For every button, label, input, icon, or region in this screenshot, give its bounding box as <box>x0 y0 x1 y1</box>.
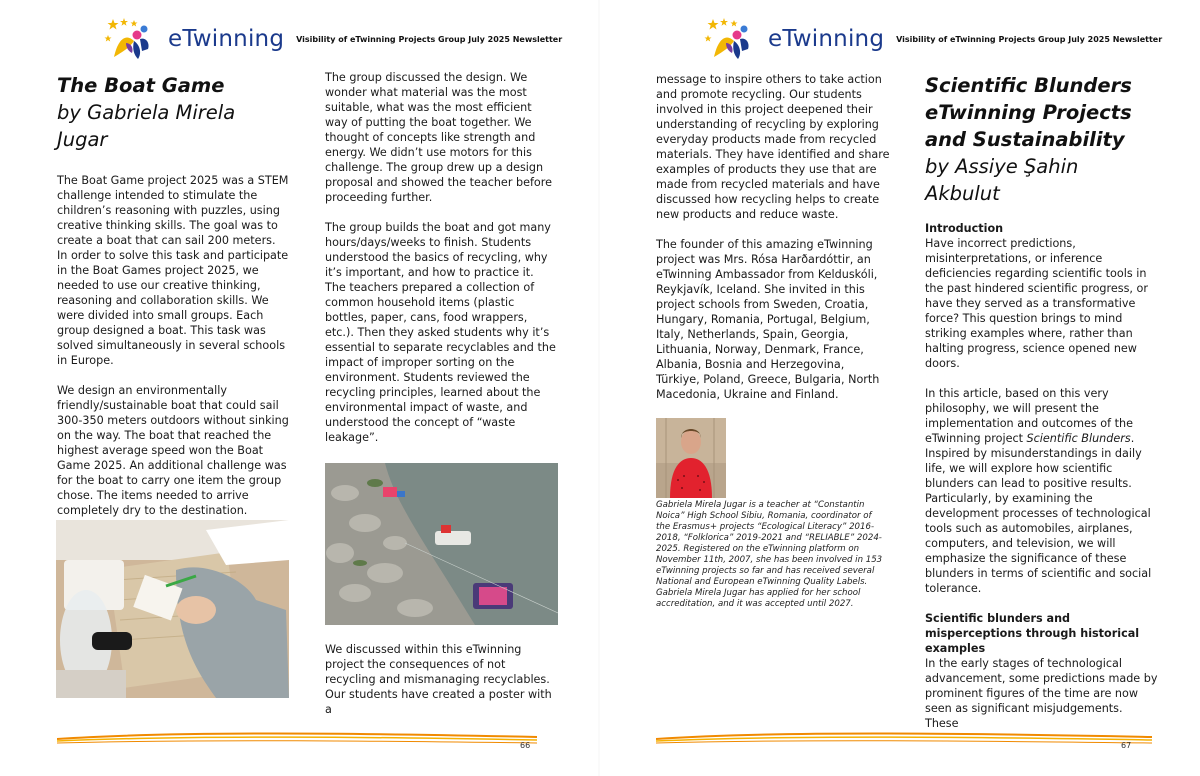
section-heading-historical: Scientific blunders and misperceptions through historical examples <box>925 612 1140 655</box>
photo-author-portrait <box>656 418 726 498</box>
page-number: 66 <box>520 741 531 750</box>
article-title: Scientific Blunders eTwinning Projects and Sustainability <box>925 74 1132 151</box>
article-author: by Assiye Şahin Akbulut <box>925 155 1079 205</box>
right-column-1 <box>656 72 890 417</box>
paragraph: Have incorrect predictions, misinterpretations, or inference deficiencies regarding scientific tools in the past hindered scientific progress, or have they served as a transformative force? This question brings to mind striking examples where, rather than halting progress, science opened new doors. <box>925 237 1148 370</box>
paragraph-text: In this article, based on this very philosophy, we will present the implementation and outcomes of the eTwinning project <box>925 387 1133 445</box>
paragraph: We design an environmentally friendly/sustainable boat that could sail 300-350 meters outdoors without sinking on the way. The boat that reached the highest average speed won the Boat Game 2025. An additional challenge was for the boat to carry one item the group chose. The items needed to arrive completely dry to the destination. <box>57 384 289 517</box>
footer-swoosh <box>57 731 537 745</box>
paragraph: We discussed within this eTwinning project the consequences of not recycling and mismanaging recyclables. Our students have created a poster with a <box>325 643 552 716</box>
paragraph: The group discussed the design. We wonder what material was the most suitable, what was the most efficient way of putting the boat together. We thought of concepts like strength and energy. We didn’t use motors for this challenge. The group drew up a design proposal and showed the teacher before proceeding further. <box>325 71 552 204</box>
section-heading-introduction: Introduction <box>925 222 1004 235</box>
left-page <box>0 0 598 776</box>
article-title: The Boat Game <box>57 74 225 97</box>
right-page <box>600 0 1198 776</box>
photo-boats-on-river <box>325 463 558 625</box>
footer-swoosh <box>656 731 1152 745</box>
etwinning-logo <box>704 17 884 61</box>
left-column-2 <box>325 70 557 460</box>
etwinning-logo-icon <box>704 17 766 61</box>
page-number: 67 <box>1121 741 1132 750</box>
paragraph: message to inspire others to take action and promote recycling. Our students involved in this project deepened their understanding of recycling by exploring everyday products made from recycled materials. They have identified and share examples of products they use that are made from recycled materials and have discussed how recycling helps to create new products and reduce waste. <box>656 73 890 221</box>
article-author: by Gabriela Mirela Jugar <box>57 101 236 151</box>
paragraph <box>925 386 1159 596</box>
paragraph: The Boat Game project 2025 was a STEM challenge intended to stimulate the children’s reasoning with puzzles, using creative thinking skills. The goal was to create a boat that can sail 200 meters. In order to solve this task and participate in the Boat Games project 2025, we needed to use our creative thinking, reasoning and collaboration skills. We were divided into small groups. Each group designed a boat. This task was solved simultaneously in several schools in Europe. <box>57 174 289 367</box>
paragraph: In the early stages of technological advancement, some predictions made by prominent figures of the time are now seen as significant misjudgements. These <box>925 657 1158 730</box>
project-name: Scientific Blunders <box>1026 432 1131 445</box>
etwinning-logo <box>104 17 284 61</box>
left-column-1 <box>57 72 289 533</box>
etwinning-logo-icon <box>104 17 166 61</box>
brand-name: eTwinning <box>168 26 285 52</box>
header-title: Visibility of eTwinning Projects Group July 2025 Newsletter <box>296 34 563 44</box>
page-header <box>104 14 562 64</box>
photo-students-building-boat <box>56 520 289 698</box>
brand-name: eTwinning <box>768 26 885 52</box>
header-title: Visibility of eTwinning Projects Group July 2025 Newsletter <box>896 34 1163 44</box>
right-column-2 <box>925 72 1159 746</box>
page-header <box>704 14 1162 64</box>
paragraph-text: . Inspired by misunderstandings in daily life, we will explore how scientific blunders can lead to positive results. Particularly, by examining the development processes of technological tools such as automobiles, airplanes, computers, and television, we will emphasize the significance of these blunders in terms of scientific and social tolerance. <box>925 432 1152 595</box>
paragraph: The group builds the boat and got many hours/days/weeks to finish. Students understood the basics of recycling, why it’s important, and how to practice it. The teachers prepared a collection of common household items (plastic bottles, paper, cans, food wrappers, etc.). Then they asked students why it’s essential to separate recyclables and the impact of improper sorting on the environment. Students reviewed the recycling principles, learned about the environmental impact of waste, and understood the concept of “waste leakage”. <box>325 221 556 444</box>
paragraph: The founder of this amazing eTwinning project was Mrs. Rósa Harðardóttir, an eTwinning Ambassador from Kelduskóli, Reykjavík, Iceland. She invited in this project schools from Sweden, Croatia, Hungary, Romania, Portugal, Belgium, Italy, Netherlands, Spain, Georgia, Lithuania, Norway, Denmark, France, Albania, Bosnia and Herzegovina, Türkiye, Poland, Greece, Bulgaria, North Macedonia, Ukraine and Finland. <box>656 238 880 401</box>
author-bio-caption: Gabriela Mirela Jugar is a teacher at “Constantin Noica” High School Sibiu, Romania, coordinator of the Erasmus+ projects “Ecological Literacy” 2016-2018, “Folklorica” 2019-2021 and “RELIABLE” 2024-2025. Registered on the eTwinning platform on November 11th, 2007, she has been involved in 153 eTwinning projects so far and has received several National and European eTwinning Quality Labels. Gabriela Mirela Jugar has applied for her school accreditation, and it was accepted until 2027. <box>656 500 883 609</box>
left-column-2-bottom <box>325 642 557 732</box>
